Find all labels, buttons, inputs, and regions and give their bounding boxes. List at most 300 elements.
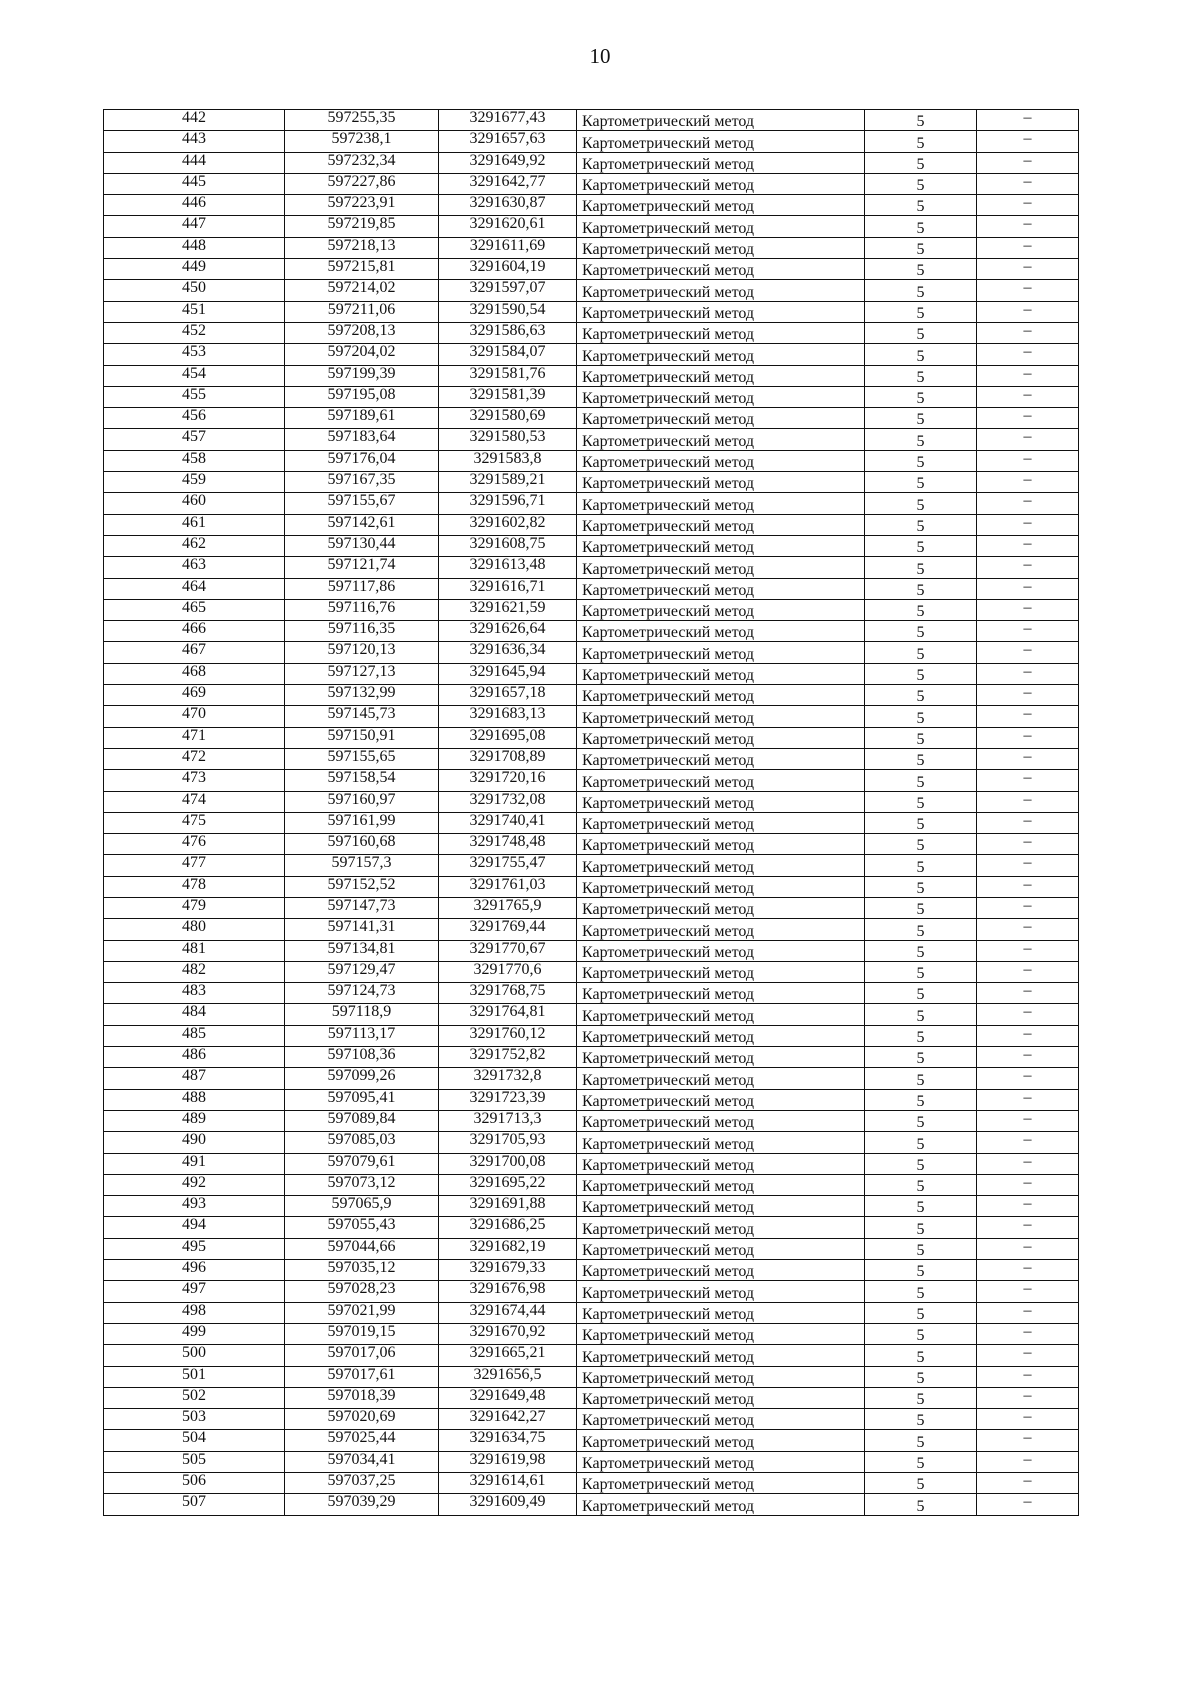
- method-cell: Картометрический метод: [577, 663, 865, 684]
- x-coordinate-cell: 597219,85: [285, 216, 439, 237]
- x-coordinate-cell: 597211,06: [285, 301, 439, 322]
- point-number-cell: 469: [104, 685, 285, 706]
- extra-cell: –: [977, 812, 1079, 833]
- y-coordinate-cell: 3291581,76: [439, 365, 577, 386]
- accuracy-cell: 5: [865, 493, 977, 514]
- y-coordinate-cell: 3291760,12: [439, 1025, 577, 1046]
- point-number-cell: 465: [104, 599, 285, 620]
- table-row: [104, 259, 1079, 280]
- x-coordinate-cell: 597130,44: [285, 535, 439, 556]
- method-cell: Картометрический метод: [577, 1110, 865, 1131]
- accuracy-cell: 5: [865, 1217, 977, 1238]
- x-coordinate-cell: 597214,02: [285, 280, 439, 301]
- accuracy-cell: 5: [865, 1323, 977, 1344]
- extra-cell: –: [977, 195, 1079, 216]
- point-number-cell: 449: [104, 259, 285, 280]
- accuracy-cell: 5: [865, 1153, 977, 1174]
- y-coordinate-cell: 3291609,49: [439, 1494, 577, 1515]
- x-coordinate-cell: 597160,68: [285, 834, 439, 855]
- y-coordinate-cell: 3291657,18: [439, 685, 577, 706]
- extra-cell: –: [977, 237, 1079, 258]
- y-coordinate-cell: 3291695,22: [439, 1174, 577, 1195]
- x-coordinate-cell: 597195,08: [285, 386, 439, 407]
- table-row: [104, 1323, 1079, 1344]
- x-coordinate-cell: 597117,86: [285, 578, 439, 599]
- table-row: [104, 748, 1079, 769]
- point-number-cell: 463: [104, 557, 285, 578]
- point-number-cell: 447: [104, 216, 285, 237]
- accuracy-cell: 5: [865, 1345, 977, 1366]
- extra-cell: –: [977, 1366, 1079, 1387]
- table-row: [104, 365, 1079, 386]
- point-number-cell: 486: [104, 1047, 285, 1068]
- table-row: [104, 812, 1079, 833]
- point-number-cell: 503: [104, 1409, 285, 1430]
- accuracy-cell: 5: [865, 1238, 977, 1259]
- table-row: [104, 322, 1079, 343]
- method-cell: Картометрический метод: [577, 919, 865, 940]
- method-cell: Картометрический метод: [577, 685, 865, 706]
- accuracy-cell: 5: [865, 152, 977, 173]
- accuracy-cell: 5: [865, 1473, 977, 1494]
- point-number-cell: 478: [104, 876, 285, 897]
- method-cell: Картометрический метод: [577, 173, 865, 194]
- method-cell: Картометрический метод: [577, 1302, 865, 1323]
- x-coordinate-cell: 597055,43: [285, 1217, 439, 1238]
- point-number-cell: 475: [104, 812, 285, 833]
- method-cell: Картометрический метод: [577, 855, 865, 876]
- method-cell: Картометрический метод: [577, 599, 865, 620]
- extra-cell: –: [977, 748, 1079, 769]
- accuracy-cell: 5: [865, 983, 977, 1004]
- accuracy-cell: 5: [865, 1430, 977, 1451]
- y-coordinate-cell: 3291682,19: [439, 1238, 577, 1259]
- extra-cell: –: [977, 642, 1079, 663]
- y-coordinate-cell: 3291580,53: [439, 429, 577, 450]
- y-coordinate-cell: 3291616,71: [439, 578, 577, 599]
- point-number-cell: 490: [104, 1132, 285, 1153]
- method-cell: Картометрический метод: [577, 450, 865, 471]
- table-row: [104, 685, 1079, 706]
- extra-cell: –: [977, 1025, 1079, 1046]
- point-number-cell: 485: [104, 1025, 285, 1046]
- table-row: [104, 1409, 1079, 1430]
- y-coordinate-cell: 3291597,07: [439, 280, 577, 301]
- extra-cell: –: [977, 1302, 1079, 1323]
- accuracy-cell: 5: [865, 727, 977, 748]
- accuracy-cell: 5: [865, 919, 977, 940]
- point-number-cell: 507: [104, 1494, 285, 1515]
- x-coordinate-cell: 597035,12: [285, 1260, 439, 1281]
- x-coordinate-cell: 597019,15: [285, 1323, 439, 1344]
- method-cell: Картометрический метод: [577, 429, 865, 450]
- extra-cell: –: [977, 493, 1079, 514]
- table-row: [104, 961, 1079, 982]
- y-coordinate-cell: 3291770,67: [439, 940, 577, 961]
- method-cell: Картометрический метод: [577, 1323, 865, 1344]
- x-coordinate-cell: 597152,52: [285, 876, 439, 897]
- table-row: [104, 770, 1079, 791]
- extra-cell: –: [977, 834, 1079, 855]
- y-coordinate-cell: 3291769,44: [439, 919, 577, 940]
- x-coordinate-cell: 597167,35: [285, 472, 439, 493]
- table-row: [104, 344, 1079, 365]
- accuracy-cell: 5: [865, 940, 977, 961]
- point-number-cell: 501: [104, 1366, 285, 1387]
- y-coordinate-cell: 3291613,48: [439, 557, 577, 578]
- method-cell: Картометрический метод: [577, 493, 865, 514]
- table-row: [104, 216, 1079, 237]
- x-coordinate-cell: 597155,67: [285, 493, 439, 514]
- extra-cell: –: [977, 514, 1079, 535]
- point-number-cell: 504: [104, 1430, 285, 1451]
- method-cell: Картометрический метод: [577, 1196, 865, 1217]
- accuracy-cell: 5: [865, 557, 977, 578]
- point-number-cell: 452: [104, 322, 285, 343]
- point-number-cell: 468: [104, 663, 285, 684]
- x-coordinate-cell: 597099,26: [285, 1068, 439, 1089]
- point-number-cell: 477: [104, 855, 285, 876]
- x-coordinate-cell: 597037,25: [285, 1473, 439, 1494]
- method-cell: Картометрический метод: [577, 535, 865, 556]
- x-coordinate-cell: 597065,9: [285, 1196, 439, 1217]
- accuracy-cell: 5: [865, 408, 977, 429]
- point-number-cell: 472: [104, 748, 285, 769]
- point-number-cell: 492: [104, 1174, 285, 1195]
- extra-cell: –: [977, 685, 1079, 706]
- y-coordinate-cell: 3291620,61: [439, 216, 577, 237]
- accuracy-cell: 5: [865, 834, 977, 855]
- table-row: [104, 1345, 1079, 1366]
- point-number-cell: 461: [104, 514, 285, 535]
- extra-cell: –: [977, 1323, 1079, 1344]
- point-number-cell: 497: [104, 1281, 285, 1302]
- table-row: [104, 1238, 1079, 1259]
- accuracy-cell: 5: [865, 216, 977, 237]
- x-coordinate-cell: 597028,23: [285, 1281, 439, 1302]
- x-coordinate-cell: 597204,02: [285, 344, 439, 365]
- point-number-cell: 448: [104, 237, 285, 258]
- page-number: 10: [589, 44, 611, 68]
- extra-cell: –: [977, 1494, 1079, 1515]
- point-number-cell: 482: [104, 961, 285, 982]
- point-number-cell: 474: [104, 791, 285, 812]
- accuracy-cell: 5: [865, 301, 977, 322]
- method-cell: Картометрический метод: [577, 237, 865, 258]
- y-coordinate-cell: 3291761,03: [439, 876, 577, 897]
- extra-cell: –: [977, 1132, 1079, 1153]
- y-coordinate-cell: 3291589,21: [439, 472, 577, 493]
- table-row: [104, 1302, 1079, 1323]
- accuracy-cell: 5: [865, 642, 977, 663]
- y-coordinate-cell: 3291677,43: [439, 110, 577, 131]
- method-cell: Картометрический метод: [577, 301, 865, 322]
- x-coordinate-cell: 597161,99: [285, 812, 439, 833]
- point-number-cell: 467: [104, 642, 285, 663]
- point-number-cell: 493: [104, 1196, 285, 1217]
- table-row: [104, 514, 1079, 535]
- accuracy-cell: 5: [865, 1132, 977, 1153]
- extra-cell: –: [977, 1451, 1079, 1472]
- point-number-cell: 484: [104, 1004, 285, 1025]
- y-coordinate-cell: 3291713,3: [439, 1110, 577, 1131]
- point-number-cell: 459: [104, 472, 285, 493]
- point-number-cell: 443: [104, 131, 285, 152]
- accuracy-cell: 5: [865, 855, 977, 876]
- y-coordinate-cell: 3291720,16: [439, 770, 577, 791]
- x-coordinate-cell: 597227,86: [285, 173, 439, 194]
- point-number-cell: 466: [104, 621, 285, 642]
- point-number-cell: 446: [104, 195, 285, 216]
- table-row: [104, 152, 1079, 173]
- method-cell: Картометрический метод: [577, 706, 865, 727]
- method-cell: Картометрический метод: [577, 642, 865, 663]
- table-row: [104, 1068, 1079, 1089]
- y-coordinate-cell: 3291732,08: [439, 791, 577, 812]
- x-coordinate-cell: 597044,66: [285, 1238, 439, 1259]
- method-cell: Картометрический метод: [577, 131, 865, 152]
- x-coordinate-cell: 597134,81: [285, 940, 439, 961]
- method-cell: Картометрический метод: [577, 1451, 865, 1472]
- extra-cell: –: [977, 791, 1079, 812]
- method-cell: Картометрический метод: [577, 1430, 865, 1451]
- extra-cell: –: [977, 344, 1079, 365]
- extra-cell: –: [977, 897, 1079, 918]
- accuracy-cell: 5: [865, 1409, 977, 1430]
- accuracy-cell: 5: [865, 280, 977, 301]
- y-coordinate-cell: 3291649,48: [439, 1387, 577, 1408]
- extra-cell: –: [977, 110, 1079, 131]
- x-coordinate-cell: 597089,84: [285, 1110, 439, 1131]
- y-coordinate-cell: 3291740,41: [439, 812, 577, 833]
- table-row: [104, 1110, 1079, 1131]
- y-coordinate-cell: 3291604,19: [439, 259, 577, 280]
- y-coordinate-cell: 3291752,82: [439, 1047, 577, 1068]
- table-row: [104, 1089, 1079, 1110]
- point-number-cell: 454: [104, 365, 285, 386]
- accuracy-cell: 5: [865, 1302, 977, 1323]
- extra-cell: –: [977, 1409, 1079, 1430]
- accuracy-cell: 5: [865, 131, 977, 152]
- extra-cell: –: [977, 1089, 1079, 1110]
- y-coordinate-cell: 3291657,63: [439, 131, 577, 152]
- point-number-cell: 458: [104, 450, 285, 471]
- y-coordinate-cell: 3291679,33: [439, 1260, 577, 1281]
- y-coordinate-cell: 3291670,92: [439, 1323, 577, 1344]
- extra-cell: –: [977, 770, 1079, 791]
- extra-cell: –: [977, 259, 1079, 280]
- method-cell: Картометрический метод: [577, 1366, 865, 1387]
- x-coordinate-cell: 597025,44: [285, 1430, 439, 1451]
- accuracy-cell: 5: [865, 1281, 977, 1302]
- accuracy-cell: 5: [865, 429, 977, 450]
- y-coordinate-cell: 3291674,44: [439, 1302, 577, 1323]
- accuracy-cell: 5: [865, 450, 977, 471]
- table-row: [104, 983, 1079, 1004]
- table-row: [104, 173, 1079, 194]
- table-row: [104, 1196, 1079, 1217]
- extra-cell: –: [977, 1281, 1079, 1302]
- extra-cell: –: [977, 322, 1079, 343]
- y-coordinate-cell: 3291581,39: [439, 386, 577, 407]
- y-coordinate-cell: 3291695,08: [439, 727, 577, 748]
- point-number-cell: 464: [104, 578, 285, 599]
- table-row: [104, 876, 1079, 897]
- table-row: [104, 280, 1079, 301]
- table-row: [104, 855, 1079, 876]
- accuracy-cell: 5: [865, 1047, 977, 1068]
- point-number-cell: 483: [104, 983, 285, 1004]
- y-coordinate-cell: 3291584,07: [439, 344, 577, 365]
- table-row: [104, 1025, 1079, 1046]
- accuracy-cell: 5: [865, 578, 977, 599]
- y-coordinate-cell: 3291656,5: [439, 1366, 577, 1387]
- extra-cell: –: [977, 983, 1079, 1004]
- extra-cell: –: [977, 557, 1079, 578]
- point-number-cell: 495: [104, 1238, 285, 1259]
- extra-cell: –: [977, 131, 1079, 152]
- extra-cell: –: [977, 1260, 1079, 1281]
- method-cell: Картометрический метод: [577, 472, 865, 493]
- y-coordinate-cell: 3291621,59: [439, 599, 577, 620]
- extra-cell: –: [977, 1217, 1079, 1238]
- x-coordinate-cell: 597150,91: [285, 727, 439, 748]
- accuracy-cell: 5: [865, 748, 977, 769]
- point-number-cell: 491: [104, 1153, 285, 1174]
- extra-cell: –: [977, 1430, 1079, 1451]
- method-cell: Картометрический метод: [577, 280, 865, 301]
- accuracy-cell: 5: [865, 237, 977, 258]
- x-coordinate-cell: 597034,41: [285, 1451, 439, 1472]
- x-coordinate-cell: 597021,99: [285, 1302, 439, 1323]
- method-cell: Картометрический метод: [577, 748, 865, 769]
- method-cell: Картометрический метод: [577, 110, 865, 131]
- accuracy-cell: 5: [865, 1366, 977, 1387]
- table-row: [104, 237, 1079, 258]
- y-coordinate-cell: 3291619,98: [439, 1451, 577, 1472]
- accuracy-cell: 5: [865, 386, 977, 407]
- extra-cell: –: [977, 1387, 1079, 1408]
- table-row: [104, 791, 1079, 812]
- table-row: [104, 450, 1079, 471]
- method-cell: Картометрический метод: [577, 897, 865, 918]
- table-row: [104, 599, 1079, 620]
- method-cell: Картометрический метод: [577, 1153, 865, 1174]
- method-cell: Картометрический метод: [577, 216, 865, 237]
- method-cell: Картометрический метод: [577, 365, 865, 386]
- accuracy-cell: 5: [865, 1196, 977, 1217]
- point-number-cell: 442: [104, 110, 285, 131]
- accuracy-cell: 5: [865, 1174, 977, 1195]
- extra-cell: –: [977, 706, 1079, 727]
- extra-cell: –: [977, 216, 1079, 237]
- accuracy-cell: 5: [865, 706, 977, 727]
- extra-cell: –: [977, 1345, 1079, 1366]
- y-coordinate-cell: 3291583,8: [439, 450, 577, 471]
- y-coordinate-cell: 3291748,48: [439, 834, 577, 855]
- table-row: [104, 1387, 1079, 1408]
- x-coordinate-cell: 597160,97: [285, 791, 439, 812]
- method-cell: Картометрический метод: [577, 983, 865, 1004]
- method-cell: Картометрический метод: [577, 408, 865, 429]
- method-cell: Картометрический метод: [577, 344, 865, 365]
- extra-cell: –: [977, 450, 1079, 471]
- y-coordinate-cell: 3291642,77: [439, 173, 577, 194]
- table-row: [104, 940, 1079, 961]
- y-coordinate-cell: 3291608,75: [439, 535, 577, 556]
- point-number-cell: 457: [104, 429, 285, 450]
- x-coordinate-cell: 597018,39: [285, 1387, 439, 1408]
- extra-cell: –: [977, 1196, 1079, 1217]
- extra-cell: –: [977, 1110, 1079, 1131]
- table-row: [104, 621, 1079, 642]
- x-coordinate-cell: 597155,65: [285, 748, 439, 769]
- y-coordinate-cell: 3291755,47: [439, 855, 577, 876]
- point-number-cell: 496: [104, 1260, 285, 1281]
- table-row: [104, 557, 1079, 578]
- y-coordinate-cell: 3291765,9: [439, 897, 577, 918]
- y-coordinate-cell: 3291642,27: [439, 1409, 577, 1430]
- table-row: [104, 386, 1079, 407]
- extra-cell: –: [977, 472, 1079, 493]
- method-cell: Картометрический метод: [577, 195, 865, 216]
- x-coordinate-cell: 597121,74: [285, 557, 439, 578]
- method-cell: Картометрический метод: [577, 1217, 865, 1238]
- point-number-cell: 471: [104, 727, 285, 748]
- table-row: [104, 1217, 1079, 1238]
- method-cell: Картометрический метод: [577, 1174, 865, 1195]
- point-number-cell: 462: [104, 535, 285, 556]
- y-coordinate-cell: 3291708,89: [439, 748, 577, 769]
- y-coordinate-cell: 3291602,82: [439, 514, 577, 535]
- table-row: [104, 1366, 1079, 1387]
- point-number-cell: 505: [104, 1451, 285, 1472]
- table-row: [104, 706, 1079, 727]
- table-row: [104, 1004, 1079, 1025]
- method-cell: Картометрический метод: [577, 727, 865, 748]
- y-coordinate-cell: 3291686,25: [439, 1217, 577, 1238]
- method-cell: Картометрический метод: [577, 1004, 865, 1025]
- x-coordinate-cell: 597189,61: [285, 408, 439, 429]
- y-coordinate-cell: 3291676,98: [439, 1281, 577, 1302]
- y-coordinate-cell: 3291723,39: [439, 1089, 577, 1110]
- y-coordinate-cell: 3291768,75: [439, 983, 577, 1004]
- extra-cell: –: [977, 386, 1079, 407]
- method-cell: Картометрический метод: [577, 1473, 865, 1494]
- x-coordinate-cell: 597095,41: [285, 1089, 439, 1110]
- extra-cell: –: [977, 429, 1079, 450]
- y-coordinate-cell: 3291764,81: [439, 1004, 577, 1025]
- method-cell: Картометрический метод: [577, 940, 865, 961]
- coordinates-table: [103, 109, 1079, 1516]
- table-row: [104, 834, 1079, 855]
- point-number-cell: 470: [104, 706, 285, 727]
- method-cell: Картометрический метод: [577, 322, 865, 343]
- method-cell: Картометрический метод: [577, 770, 865, 791]
- table-row: [104, 408, 1079, 429]
- accuracy-cell: 5: [865, 1089, 977, 1110]
- x-coordinate-cell: 597073,12: [285, 1174, 439, 1195]
- accuracy-cell: 5: [865, 1004, 977, 1025]
- method-cell: Картометрический метод: [577, 1025, 865, 1046]
- extra-cell: –: [977, 152, 1079, 173]
- table-row: [104, 110, 1079, 131]
- x-coordinate-cell: 597039,29: [285, 1494, 439, 1515]
- x-coordinate-cell: 597232,34: [285, 152, 439, 173]
- extra-cell: –: [977, 280, 1079, 301]
- accuracy-cell: 5: [865, 663, 977, 684]
- x-coordinate-cell: 597145,73: [285, 706, 439, 727]
